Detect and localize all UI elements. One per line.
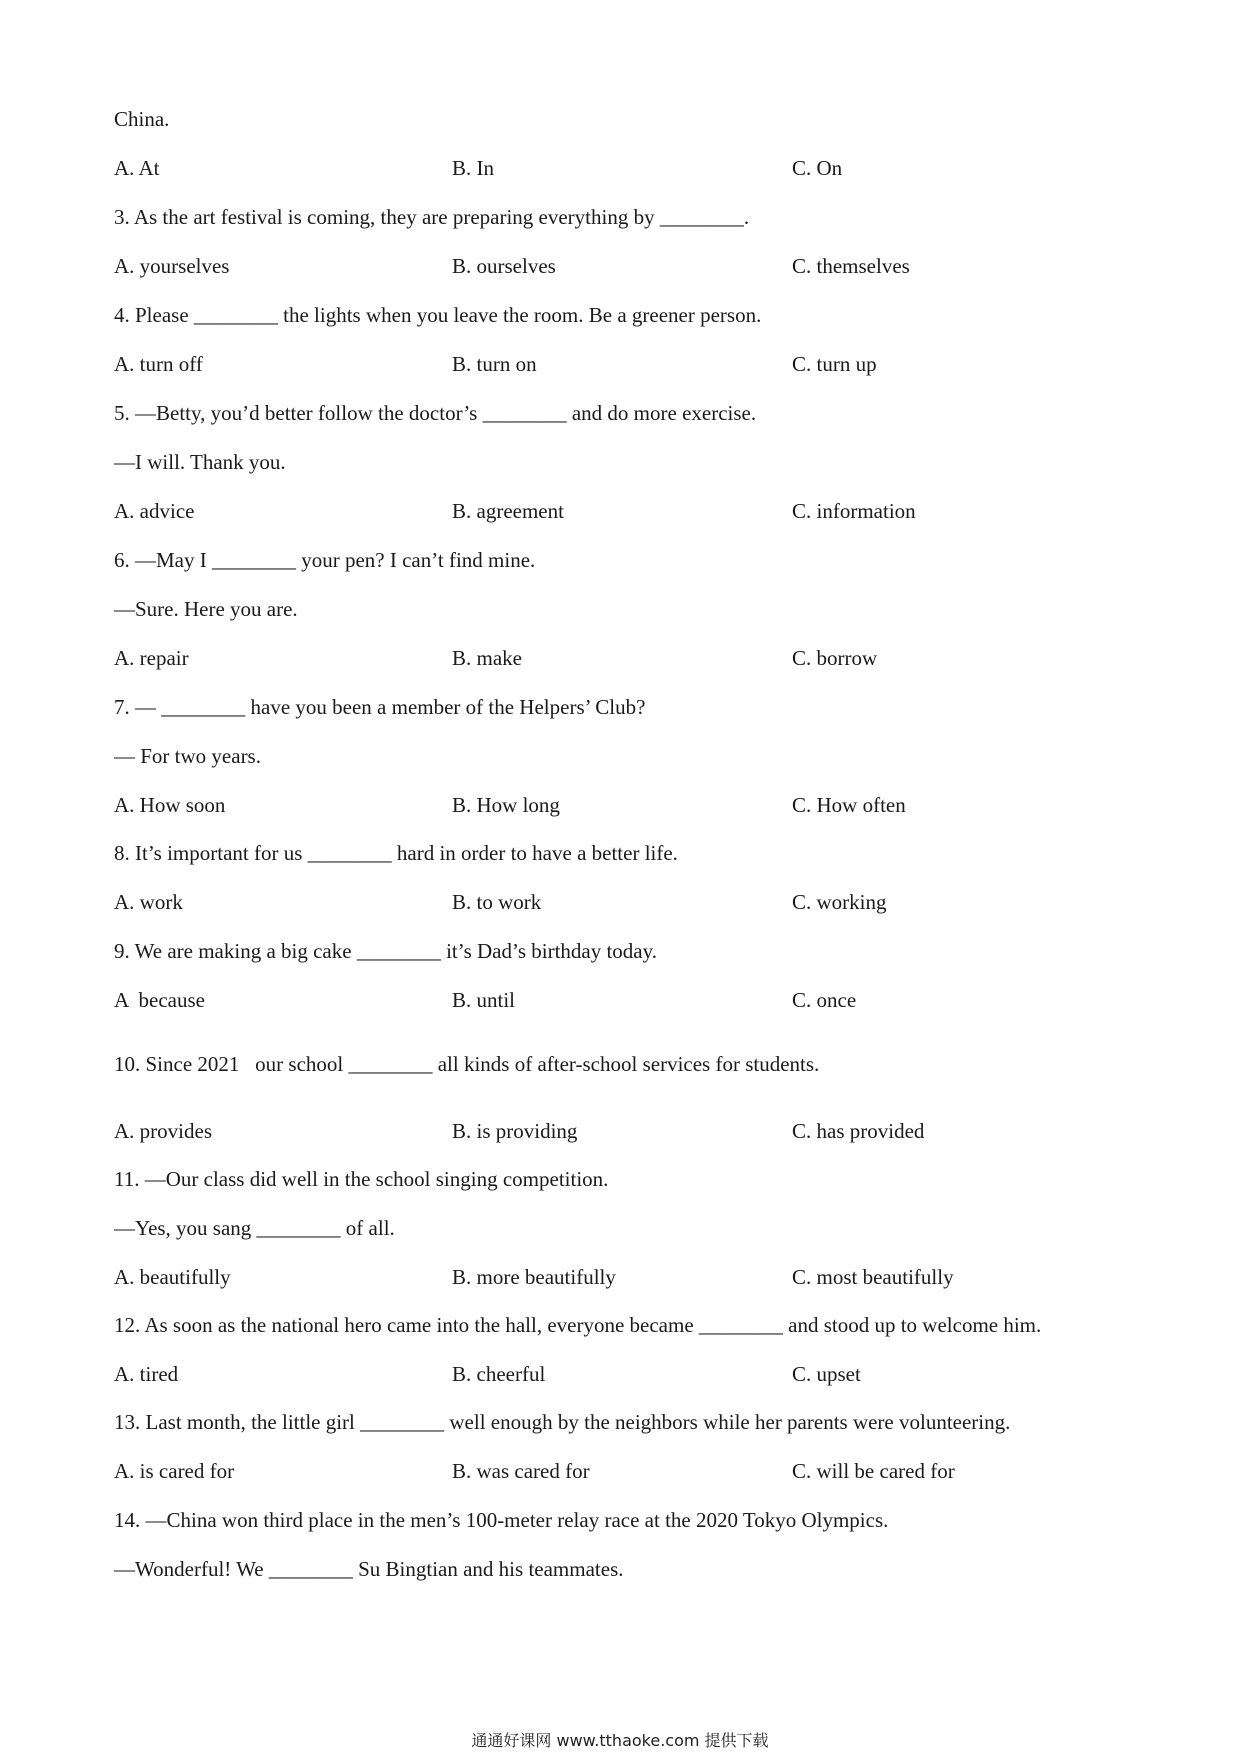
option-b: B. until [452,988,516,1012]
option-a: A. At [114,156,160,180]
option-c: C. turn up [792,352,877,376]
option-b: B. was cared for [452,1459,590,1483]
option-c: C. once [792,988,857,1012]
option-b: B. make [452,646,522,670]
question-10: 10. Since 2021 our school ________ all kinds of after-school services for students. [114,1052,820,1076]
option-b: B. more beautifully [452,1265,616,1289]
option-c: C. borrow [792,646,878,670]
option-a: A. provides [114,1119,212,1143]
option-c: C. How often [792,793,906,817]
question-4: 4. Please ________ the lights when you leave the room. Be a greener person. [114,303,762,327]
question-13: 13. Last month, the little girl ________ well enough by the neighbors while her parents were volunteering. [114,1410,1011,1434]
dialogue-line: —Yes, you sang ________ of all. [114,1216,395,1240]
option-c: C. upset [792,1362,861,1386]
option-c: C. has provided [792,1119,925,1143]
option-b: B. to work [452,890,542,914]
option-a: A. yourselves [114,254,230,278]
question-5: 5. —Betty, you’d better follow the doctor’s ________ and do more exercise. [114,401,757,425]
option-b: B. turn on [452,352,537,376]
dialogue-line: —Wonderful! We ________ Su Bingtian and his teammates. [114,1557,624,1581]
option-c: C. working [792,890,887,914]
option-a: A. advice [114,499,195,523]
option-a: A. beautifully [114,1265,231,1289]
question-6: 6. —May I ________ your pen? I can’t find mine. [114,548,536,572]
dialogue-line: —I will. Thank you. [114,450,286,474]
question-7: 7. — ________ have you been a member of the Helpers’ Club? [114,695,646,719]
question-11: 11. —Our class did well in the school singing competition. [114,1167,609,1191]
option-a: A. is cared for [114,1459,235,1483]
option-c: C. information [792,499,916,523]
option-c: C. themselves [792,254,910,278]
option-c: C. will be cared for [792,1459,955,1483]
page-footer: 通通好课网 www.tthaoke.com 提供下载 [471,1731,769,1750]
option-c: C. most beautifully [792,1265,954,1289]
option-c: C. On [792,156,843,180]
dialogue-line: —Sure. Here you are. [114,597,298,621]
dialogue-line: — For two years. [114,744,261,768]
option-a: A. work [114,890,183,914]
option-a: A. How soon [114,793,226,817]
option-a: A. turn off [114,352,203,376]
option-b: B. ourselves [452,254,556,278]
question-8: 8. It’s important for us ________ hard in order to have a better life. [114,841,678,865]
question-3: 3. As the art festival is coming, they are preparing everything by ________. [114,205,750,229]
option-b: B. cheerful [452,1362,546,1386]
option-b: B. How long [452,793,560,817]
option-b: B. agreement [452,499,564,523]
question-continuation: China. [114,107,170,131]
option-b: B. In [452,156,494,180]
option-a: A. tired [114,1362,179,1386]
option-b: B. is providing [452,1119,578,1143]
question-14: 14. —China won third place in the men’s 100-meter relay race at the 2020 Tokyo Olympics. [114,1508,889,1532]
question-12: 12. As soon as the national hero came into the hall, everyone became ________ and stood up to welcome him. [114,1313,1042,1337]
question-9: 9. We are making a big cake ________ it’s Dad’s birthday today. [114,939,658,963]
option-a: A because [114,988,205,1012]
option-a: A. repair [114,646,189,670]
